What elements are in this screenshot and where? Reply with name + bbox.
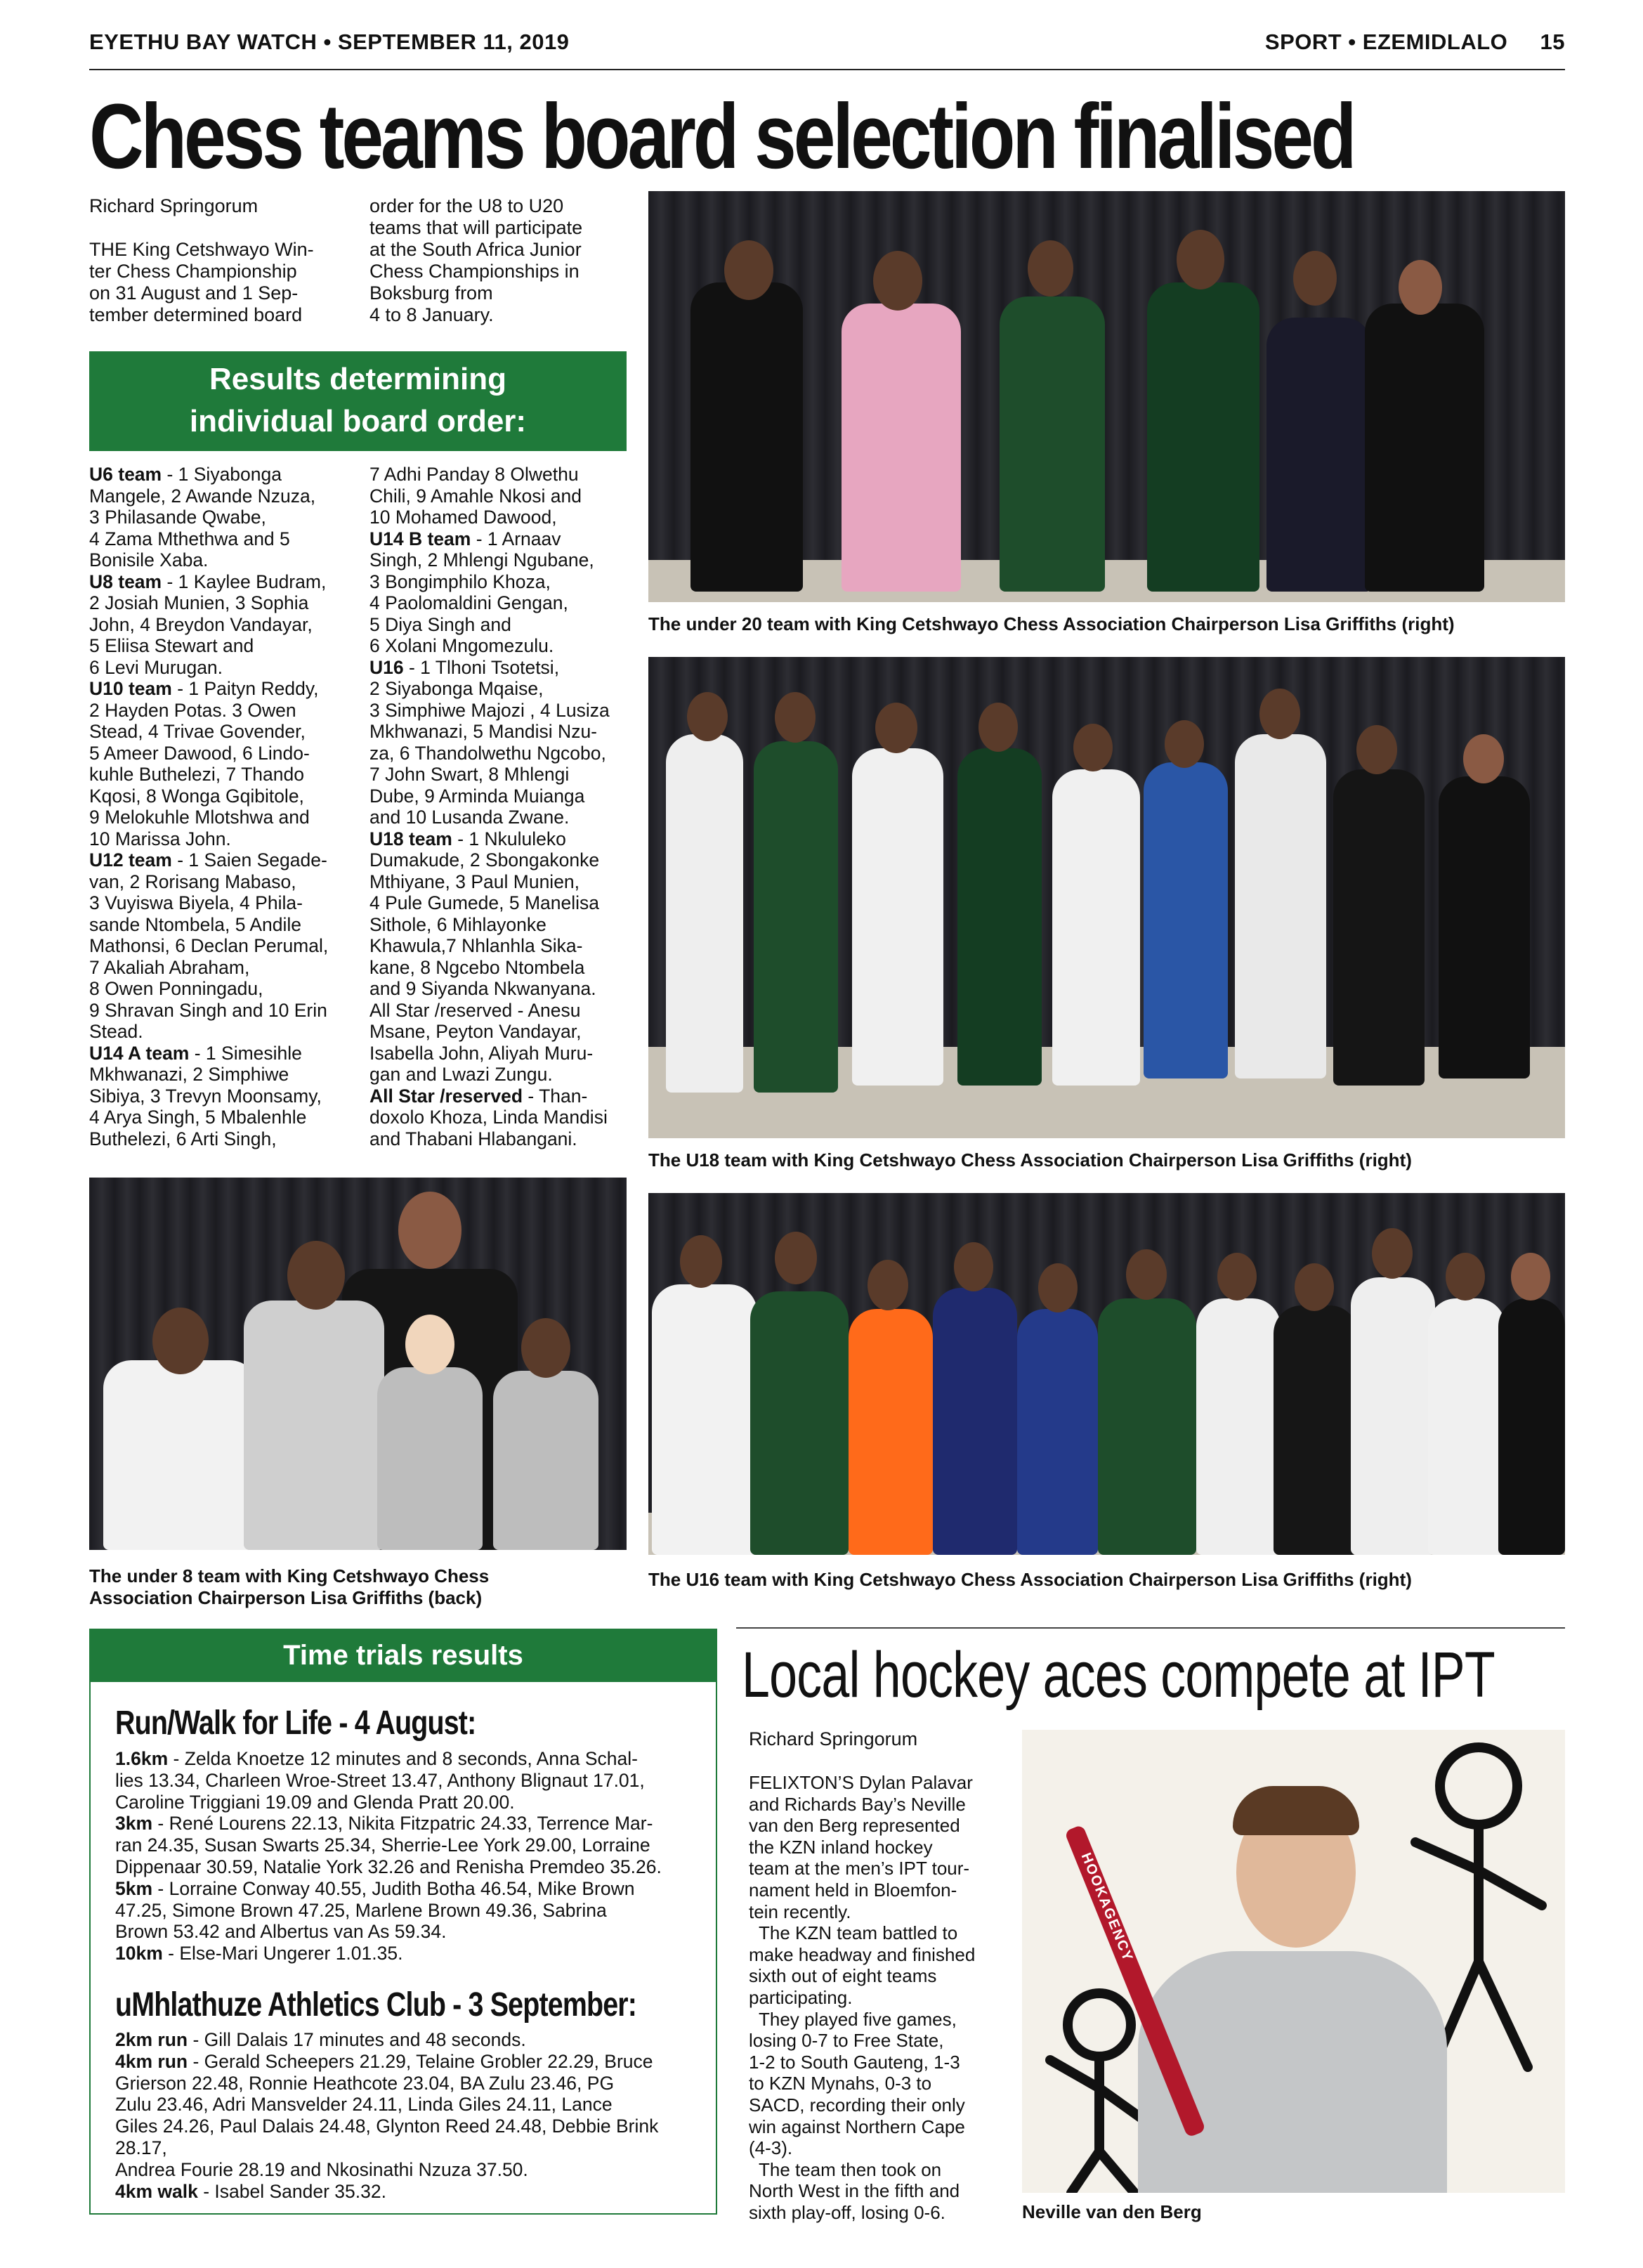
hockey-line: and Richards Bay’s Neville [749, 1793, 966, 1815]
result-line-label: U14 A team [89, 1042, 190, 1064]
main-headline: Chess teams board selection finalised [89, 84, 1354, 188]
result-line-text: Mathonsi, 6 Declan Perumal, [89, 935, 329, 956]
result-line [369, 764, 636, 786]
hockey-line: sixth play-off, losing 0-6. [749, 2201, 945, 2223]
time-trial-line [115, 1770, 705, 1792]
result-line-text: Mkhwanazi, 2 Simphiwe [89, 1064, 289, 1085]
result-line-text: za, 6 Thandolwethu Ngcobo, [369, 742, 606, 764]
result-line-text: Bonisile Xaba. [89, 549, 209, 571]
result-line-text: 7 Adhi Panday 8 Olwethu [369, 464, 579, 485]
result-line-label: U10 team [89, 678, 172, 699]
result-line-text: 6 Xolani Mngomezulu. [369, 635, 554, 656]
time-trial-line [115, 2094, 705, 2116]
result-line [369, 1086, 636, 1107]
intro-line: teams that will participate [369, 217, 583, 238]
result-line-text: sande Ntombela, 5 Andile [89, 913, 302, 935]
result-line [89, 549, 363, 571]
result-line [89, 1043, 363, 1064]
result-line-text: kane, 8 Ngcebo Ntombela [369, 956, 585, 978]
page-number: 15 [1540, 30, 1565, 54]
result-line-text: 3 Philasande Qwabe, [89, 507, 266, 528]
result-line-text: 4 Arya Singh, 5 Mbalenhle [89, 1107, 307, 1128]
result-line-text: 4 Paolomaldini Gengan, [369, 592, 568, 613]
sweater [1138, 1951, 1447, 2193]
result-line [369, 1128, 636, 1150]
result-line-text: Dube, 9 Arminda Muianga [369, 785, 585, 807]
result-line-text: 2 Siyabonga Mqaise, [369, 678, 544, 699]
caption-u8 [89, 1565, 489, 1609]
result-line [369, 743, 636, 764]
result-line [89, 635, 363, 657]
time-trials-section2-title: uMhlathuze Athletics Club - 3 September: [115, 1986, 637, 2023]
result-line [89, 1128, 363, 1150]
result-line-text: All Star /reserved - Anesu [369, 999, 581, 1021]
time-trial-line-text: - Lorraine Conway 40.55, Judith Botha 46.54, Mike Brown [152, 1877, 635, 1899]
hockey-line: team at the men’s IPT tour- [749, 1858, 970, 1879]
result-line-text: and Thabani Hlabangani. [369, 1128, 577, 1149]
result-line-text: - 1 Kaylee Budram, [162, 571, 327, 592]
result-line-label: U16 [369, 656, 404, 678]
result-line-text: 10 Marissa John. [89, 828, 231, 849]
intro-line: THE King Cetshwayo Win- [89, 239, 314, 260]
result-line-text: - 1 Saien Segade- [171, 849, 327, 871]
time-trial-line [115, 1834, 705, 1856]
time-trial-line [115, 1856, 705, 1878]
photo-u18-team [648, 657, 1565, 1138]
result-line-text: - 1 Tlhoni Tsotetsi, [403, 656, 560, 678]
time-trials-header: Time trials results [89, 1629, 717, 1682]
result-line-label: U12 team [89, 849, 172, 871]
hockey-line: participating. [749, 1986, 853, 2008]
results-column-2 [369, 464, 636, 1149]
result-line [89, 464, 363, 485]
results-column-1 [89, 464, 363, 1149]
result-line-text: Stead. [89, 1021, 143, 1042]
time-trial-line-text: - Isabel Sander 35.32. [197, 2180, 386, 2202]
results-box-header [89, 351, 627, 451]
result-line-text: Kqosi, 8 Wonga Gqibitole, [89, 785, 304, 807]
hockey-line: The KZN team battled to [749, 1922, 958, 1944]
hockey-top-rule [736, 1627, 1565, 1629]
result-line-text: 2 Josiah Munien, 3 Sophia [89, 592, 309, 613]
time-trial-line-label: 4km walk [115, 2180, 198, 2202]
result-line [89, 743, 363, 764]
time-trial-line [115, 2137, 705, 2159]
result-line [369, 871, 636, 893]
result-line [89, 849, 363, 871]
hockey-line: FELIXTON’S Dylan Palavar [749, 1772, 973, 1793]
time-trial-line [115, 1900, 705, 1922]
result-line [369, 549, 636, 571]
result-line-text: 3 Bongimphilo Khoza, [369, 571, 551, 592]
result-line-text: - Than- [523, 1085, 588, 1107]
time-trial-line-label: 4km run [115, 2050, 188, 2072]
result-line-text: doxolo Khoza, Linda Mandisi [369, 1107, 608, 1128]
header-rule [89, 69, 1565, 70]
time-trial-line-text: 47.25, Simone Brown 47.25, Marlene Brown 49.36, Sabrina [115, 1899, 607, 1921]
hockey-line: sixth out of eight teams [749, 1965, 937, 1987]
hockey-line: van den Berg represented [749, 1815, 960, 1837]
result-line [369, 1107, 636, 1128]
result-line [369, 507, 636, 528]
result-line [89, 1086, 363, 1107]
result-line-text: 4 Zama Mthethwa and 5 [89, 528, 290, 549]
time-trial-line-text: Grierson 22.48, Ronnie Heathcote 23.04, BA Zulu 23.46, PG [115, 2072, 615, 2094]
result-line [89, 786, 363, 807]
result-line [89, 614, 363, 636]
time-trial-line-text: - René Lourens 22.13, Nikita Fitzpatric 24.33, Terrence Mar- [152, 1813, 653, 1834]
time-trials-section1-title: Run/Walk for Life - 4 August: [115, 1705, 476, 1742]
caption-neville: Neville van den Berg [1022, 2201, 1202, 2222]
section-label [1265, 30, 1565, 55]
time-trial-line-text: Andrea Fourie 28.19 and Nkosinathi Nzuza 37.50. [115, 2158, 528, 2180]
result-line-text: and 9 Siyanda Nkwanyana. [369, 978, 596, 999]
result-line-text: Khawula,7 Nhlanhla Sika- [369, 935, 583, 956]
result-line [369, 528, 636, 550]
result-line [89, 828, 363, 850]
result-line [369, 828, 636, 850]
result-line-label: U6 team [89, 464, 162, 485]
result-line [89, 957, 363, 979]
result-line-text: gan and Lwazi Zungu. [369, 1064, 553, 1085]
time-trial-line-text: ran 24.35, Susan Swarts 25.34, Sherrie-Lee York 29.00, Lorraine [115, 1834, 650, 1856]
result-line [369, 485, 636, 507]
time-trial-line-text: - Gerald Scheepers 21.29, Telaine Grobler 22.29, Bruce [188, 2050, 653, 2072]
result-line-text: 7 Akaliah Abraham, [89, 956, 250, 978]
result-line [369, 464, 636, 485]
result-line [369, 571, 636, 593]
result-line-text: - 1 Nkululeko [452, 828, 566, 849]
result-line [369, 592, 636, 614]
hockey-line: win against Northern Cape [749, 2116, 965, 2137]
result-line-text: 3 Simphiwe Majozi , 4 Lusiza [369, 699, 610, 721]
result-line-label: U8 team [89, 571, 162, 592]
byline: Richard Springorum [89, 195, 258, 216]
hockey-line: nament held in Bloemfon- [749, 1879, 957, 1901]
result-line [89, 571, 363, 593]
result-line-text: 4 Pule Gumede, 5 Manelisa [369, 892, 600, 913]
time-trial-line [115, 1943, 705, 1964]
result-line-text: 6 Levi Murugan. [89, 656, 223, 678]
intro-line: at the South Africa Junior [369, 239, 582, 260]
result-line-text: 8 Owen Ponningadu, [89, 978, 263, 999]
result-line [89, 1107, 363, 1128]
result-line [369, 957, 636, 979]
hockey-line: 1-2 to South Gauteng, 1-3 [749, 2051, 960, 2073]
results-box-title-2: individual board order: [189, 404, 527, 438]
caption-u8-line2: Association Chairperson Lisa Griffiths (back) [89, 1587, 483, 1608]
intro-line: ter Chess Championship [89, 261, 297, 282]
caption-u16: The U16 team with King Cetshwayo Chess Association Chairperson Lisa Griffiths (right) [648, 1569, 1412, 1590]
time-trial-line [115, 2051, 705, 2073]
time-trial-line-text: Zulu 23.46, Adri Mansvelder 24.11, Linda Giles 24.11, Lance [115, 2094, 613, 2116]
intro-line: on 31 August and 1 Sep- [89, 282, 299, 304]
result-line-text: - 1 Arnaav [471, 528, 561, 549]
time-trial-line-text: Dippenaar 30.59, Natalie York 32.26 and Renisha Premdeo 35.26. [115, 1856, 662, 1877]
result-line [89, 1021, 363, 1043]
result-line [369, 614, 636, 636]
intro-col2 [369, 195, 629, 326]
result-line [369, 700, 636, 722]
caption-u20: The under 20 team with King Cetshwayo Chess Association Chairperson Lisa Griffiths (right) [648, 613, 1455, 634]
result-line [89, 592, 363, 614]
intro-line: Chess Championships in [369, 261, 580, 282]
hair [1233, 1786, 1359, 1835]
intro-line: Boksburg from [369, 282, 493, 304]
hockey-line: the KZN inland hockey [749, 1836, 933, 1858]
result-line-text: Buthelezi, 6 Arti Singh, [89, 1128, 277, 1149]
result-line [89, 978, 363, 1000]
result-line-text: Sithole, 6 Mihlayonke [369, 913, 546, 935]
time-trial-line [115, 2116, 705, 2137]
time-trial-line [115, 1878, 705, 1900]
hockey-stick-label: HOOKAGENCY [1078, 1850, 1137, 1964]
result-line [369, 635, 636, 657]
intro-line: order for the U8 to U20 [369, 195, 564, 216]
result-line [89, 507, 363, 528]
hockey-line: They played five games, [749, 2008, 957, 2030]
result-line-text: 9 Shravan Singh and 10 Erin [89, 999, 327, 1021]
result-line [89, 914, 363, 936]
result-line [369, 892, 636, 914]
time-trial-line [115, 1792, 705, 1813]
caption-u8-line1: The under 8 team with King Cetshwayo Chess [89, 1565, 490, 1586]
intro-col1 [89, 239, 349, 326]
result-line [89, 678, 363, 700]
result-line [369, 1064, 636, 1086]
result-line [369, 1000, 636, 1022]
result-line [369, 849, 636, 871]
result-line-text: Isabella John, Aliyah Muru- [369, 1042, 594, 1064]
result-line [89, 528, 363, 550]
hockey-line: North West in the fifth and [749, 2180, 960, 2202]
result-line-text: Stead, 4 Trivae Govender, [89, 721, 306, 742]
result-line-text: - 1 Simesihle [189, 1042, 302, 1064]
result-line-text: 5 Eliisa Stewart and [89, 635, 254, 656]
result-line-text: John, 4 Breydon Vandayar, [89, 613, 313, 635]
result-line-text: 5 Diya Singh and [369, 613, 511, 635]
time-trial-line-text: lies 13.34, Charleen Wroe-Street 13.47, Anthony Blignaut 17.01, [115, 1769, 645, 1791]
result-line-text: Mthiyane, 3 Paul Munien, [369, 871, 580, 892]
time-trial-line-text: - Else-Mari Ungerer 1.01.35. [162, 1943, 403, 1964]
photo-u20-team [648, 191, 1565, 602]
time-trials-section1 [115, 1748, 705, 1964]
intro-line: tember determined board [89, 304, 303, 325]
time-trial-line-text: Giles 24.26, Paul Dalais 24.48, Glynton Reed 24.48, Debbie Brink [115, 2116, 659, 2137]
caption-u18: The U18 team with King Cetshwayo Chess Association Chairperson Lisa Griffiths (right) [648, 1149, 1412, 1171]
result-line [369, 721, 636, 743]
result-line-text: van, 2 Rorisang Mabaso, [89, 871, 296, 892]
result-line-text: Mkhwanazi, 5 Mandisi Nzu- [369, 721, 598, 742]
hockey-body [749, 1772, 1016, 2223]
time-trial-line-text: - Gill Dalais 17 minutes and 48 seconds. [188, 2029, 526, 2050]
result-line-text: and 10 Lusanda Zwane. [369, 807, 570, 828]
result-line-text: - 1 Siyabonga [162, 464, 282, 485]
hockey-line: make headway and finished [749, 1943, 976, 1965]
result-line-text: 9 Melokuhle Mlotshwa and [89, 807, 310, 828]
result-line [369, 1043, 636, 1064]
result-line [89, 871, 363, 893]
result-line [89, 1000, 363, 1022]
time-trial-line [115, 1813, 705, 1834]
result-line [369, 978, 636, 1000]
photo-u16-team [648, 1193, 1565, 1555]
result-line [369, 914, 636, 936]
result-line-text: Chili, 9 Amahle Nkosi and [369, 485, 582, 507]
time-trial-line-label: 2km run [115, 2029, 188, 2050]
result-line-text: Singh, 2 Mhlengi Ngubane, [369, 549, 594, 571]
result-line [369, 807, 636, 828]
result-line [89, 657, 363, 679]
section-name: SPORT • EZEMIDLALO [1264, 30, 1508, 54]
result-line-label: U18 team [369, 828, 452, 849]
result-line-text: 10 Mohamed Dawood, [369, 507, 557, 528]
result-line [89, 892, 363, 914]
hockey-headline: Local hockey aces compete at IPT [742, 1639, 1495, 1711]
time-trial-line [115, 1748, 705, 1770]
result-line [369, 678, 636, 700]
result-line-label: U14 B team [369, 528, 471, 549]
time-trial-line-label: 3km [115, 1813, 153, 1834]
result-line [369, 935, 636, 957]
time-trial-line [115, 2159, 705, 2181]
time-trial-line-text: Brown 53.42 and Albertus van As 59.34. [115, 1921, 447, 1943]
time-trial-line-text: 28.17, [115, 2137, 167, 2158]
hockey-line: The team then took on [749, 2158, 942, 2180]
hockey-line: SACD, recording their only [749, 2094, 965, 2116]
result-line-text: kuhle Buthelezi, 7 Thando [89, 764, 304, 785]
result-line [369, 786, 636, 807]
result-line [89, 700, 363, 722]
result-line [369, 657, 636, 679]
result-line-text: 7 John Swart, 8 Mhlengi [369, 764, 570, 785]
photo-u8-team [89, 1178, 627, 1550]
hockey-line: losing 0-7 to Free State, [749, 2030, 944, 2052]
time-trial-line [115, 2181, 705, 2203]
result-line [89, 764, 363, 786]
result-line-text: 2 Hayden Potas. 3 Owen [89, 699, 296, 721]
publication-date: EYETHU BAY WATCH • SEPTEMBER 11, 2019 [89, 30, 570, 54]
result-line-text: Mangele, 2 Awande Nzuza, [89, 485, 316, 507]
time-trial-line-label: 1.6km [115, 1748, 169, 1769]
result-line-text: Dumakude, 2 Sbongakonke [369, 849, 600, 871]
result-line-text: - 1 Paityn Reddy, [171, 678, 319, 699]
time-trial-line-label: 5km [115, 1877, 153, 1899]
time-trials-section2 [115, 2029, 705, 2202]
result-line [89, 721, 363, 743]
time-trial-line-text: - Zelda Knoetze 12 minutes and 8 seconds, Anna Schal- [168, 1748, 638, 1769]
result-line [89, 1064, 363, 1086]
time-trial-line [115, 1921, 705, 1943]
time-trial-line-label: 10km [115, 1943, 163, 1964]
intro-line: 4 to 8 January. [369, 304, 494, 325]
time-trial-line [115, 2073, 705, 2094]
photo-neville-van-den-berg [1022, 1730, 1565, 2193]
time-trial-line-text: Caroline Triggiani 19.09 and Glenda Pratt 20.00. [115, 1791, 515, 1813]
result-line [89, 485, 363, 507]
hockey-line: (4-3). [749, 2137, 793, 2159]
result-line-text: Sibiya, 3 Trevyn Moonsamy, [89, 1085, 322, 1107]
hockey-line: to KZN Mynahs, 0-3 to [749, 2073, 932, 2094]
results-box-title-1: Results determining [209, 362, 506, 396]
hockey-line: tein recently. [749, 1901, 851, 1922]
time-trial-line [115, 2029, 705, 2051]
result-line [89, 807, 363, 828]
result-line-text: 3 Vuyiswa Biyela, 4 Phila- [89, 892, 303, 913]
result-line [89, 935, 363, 957]
result-line-text: 5 Ameer Dawood, 6 Lindo- [89, 742, 310, 764]
result-line [369, 1021, 636, 1043]
result-line-text: Msane, Peyton Vandayar, [369, 1021, 582, 1042]
hockey-byline: Richard Springorum [749, 1728, 918, 1749]
result-line-label: All Star /reserved [369, 1085, 523, 1107]
